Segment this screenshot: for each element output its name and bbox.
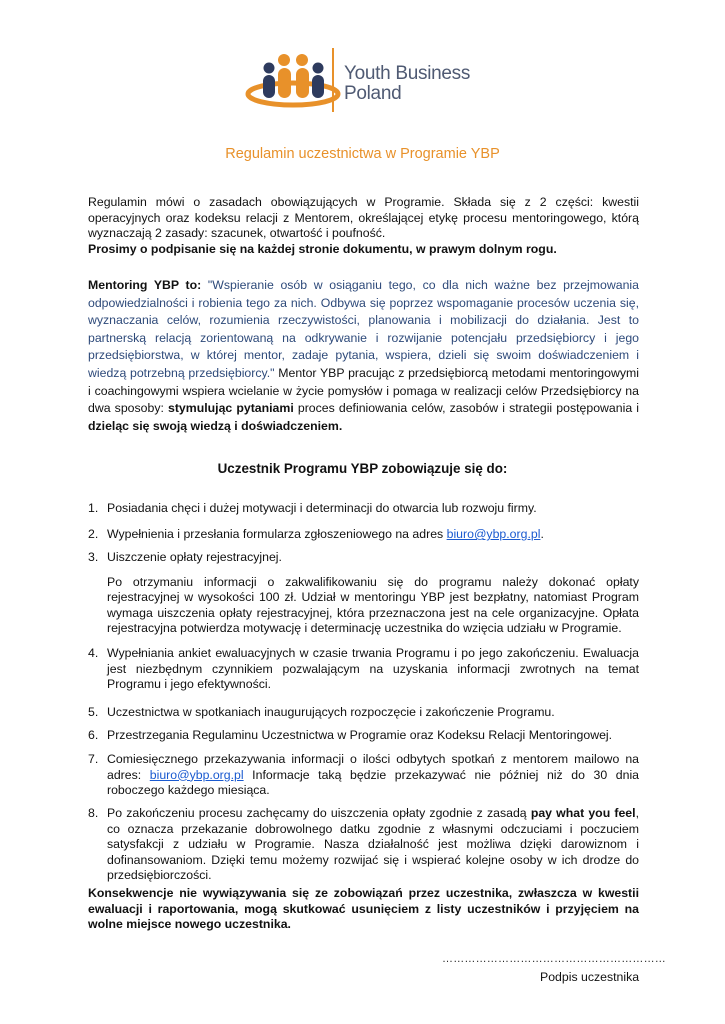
- list-item-number: 5.: [88, 705, 99, 719]
- email-link[interactable]: biuro@ybp.org.pl: [149, 767, 244, 782]
- mentoring-quote: "Wspieranie osób w osiąganiu tego, co dla nich ważne bez przejmowania odpowiedzialności i robienia tego za nich. Odbywa się poprzez wspomaganie procesów uczenia się, wyznaczania celów, rozumienia rzeczywistości, planowania i mobilizacji do działania. Jest to partnerską relacją zorientowaną na odkrywanie i rozwijanie potencjału przedsiębiorcy i jego przedsiębiorstwa, w której mentor, zadaje pytania, wspiera, dzieli się swoim doświadczeniem i wiedzą potrzebną przedsiębiorcy.": [88, 278, 639, 380]
- list-item-text-after: , co oznacza przekazanie dobrowolnego datku zgodnie z własnymi odczuciami i poczuciem satysfakcji z udziału w Programie. Nasza działalność jest możliwa dzięki darowiznom i dofinansowaniom. Dzięki temu możemy rozwijać się i wspierać kolejne osoby w ich drodze do przedsiębiorczości.: [107, 806, 639, 883]
- list-item: [88, 646, 639, 693]
- list-item-text: Wypełnienia i przesłania formularza zgłoszeniowego na adres: [107, 527, 447, 541]
- list-item-text: Uczestnictwa w spotkaniach inaugurujących rozpoczęcie i zakończenie Programu.: [107, 705, 555, 719]
- list-item: [88, 705, 639, 721]
- list-item-number: 3.: [88, 550, 99, 564]
- mentoring-bold-1: stymulując pytaniami: [168, 401, 294, 416]
- page-title: Regulamin uczestnictwa w Programie YBP: [225, 146, 500, 162]
- list-item: [88, 752, 639, 799]
- list-item-number: 1.: [88, 501, 99, 515]
- mentoring-label: Mentoring YBP to:: [88, 278, 202, 292]
- list-item-text-after: Informacje taką będzie przekazywać nie później niż do 30 dnia roboczego każdego miesiąca.: [107, 767, 640, 798]
- list-item-text: Comiesięcznego przekazywania informacji o ilości odbytych spotkań z mentorem mailowo na adres:: [107, 752, 639, 782]
- conclusion-paragraph: Konsekwencje nie wywiązywania się ze zobowiązań przez uczestnika, zwłaszcza w kwestii ewaluacji i raportowania, mogą skutkować usunięciem z listy uczestników i przyjęciem na wolne miejsce nowego uczestnika.: [88, 886, 639, 932]
- list-item: [88, 806, 639, 884]
- mentoring-paragraph: [88, 277, 639, 435]
- logo-line-2: Poland: [344, 83, 402, 104]
- list-item-extra: Po otrzymaniu informacji o zakwalifikowaniu się do programu należy dokonać opłaty rejestracyjnej w wysokości 100 zł. Udział w mentoringu YBP jest bezpłatny, natomiast Program wymaga uiszczenia opłaty rejestracyjnej, która przeznaczona jest na cele organizacyjne. Opłata rejestracyjna potwierdza motywację i determinację uczestnika do wzięcia udziału w Programie.: [107, 574, 639, 636]
- list-item-text: Po zakończeniu procesu zachęcamy do uiszczenia opłaty zgodnie z zasadą: [107, 806, 531, 820]
- list-item-text: Uiszczenie opłaty rejestracyjnej.: [107, 550, 282, 564]
- list-item-text: Wypełniania ankiet ewaluacyjnych w czasie trwania Programu i po jego zakończeniu. Ewaluacja jest niezbędnym czynnikiem pozwalającym na uzyskania informacji zwrotnych na temat Programu i jego efektywności.: [107, 646, 639, 692]
- list-item-number: 2.: [88, 527, 99, 541]
- list-item: [88, 527, 639, 543]
- list-item: [88, 550, 639, 637]
- mentoring-text: Mentor YBP pracując z przedsiębiorcą metodami mentoringowymi i coachingowymi wspiera wcielanie w życie pomysłów i pomaga w realizacji celów Przedsiębiorcy na dwa sposoby:: [88, 365, 639, 416]
- intro-paragraph: [88, 195, 639, 257]
- list-item-number: 6.: [88, 728, 99, 742]
- list-item-number: 7.: [88, 752, 99, 766]
- mentoring-bold-2: dzieląc się swoją wiedzą i doświadczeniem.: [88, 418, 343, 433]
- logo-text: [344, 64, 470, 104]
- list-item-text-after: .: [540, 527, 544, 541]
- list-item: [88, 728, 639, 744]
- intro-bold: Prosimy o podpisanie się na każdej stronie dokumentu, w prawym dolnym rogu.: [88, 241, 557, 256]
- logo-line-1: Youth Business: [344, 63, 471, 84]
- list-item-text: Przestrzegania Regulaminu Uczestnictwa w Programie oraz Kodeksu Relacji Mentoringowej.: [107, 728, 613, 742]
- list-item-number: 8.: [88, 806, 99, 820]
- intro-text: Regulamin mówi o zasadach obowiązujących w Programie. Składa się z 2 części: kwestii operacyjnych oraz kodeksu relacji z Mentorem, określającej etykę procesu mentoringowego, którą wyznaczają 2 zasady: szacunek, otwartość i poufność.: [88, 195, 639, 241]
- signature-line: ……………………………………………………: [442, 953, 666, 965]
- section-subtitle: Uczestnik Programu YBP zobowiązuje się do:: [217, 461, 508, 476]
- list-item-number: 4.: [88, 646, 99, 660]
- mentoring-text-2: proces definiowania celów, zasobów i strategii postępowania i: [293, 401, 639, 416]
- list-item-bold: pay what you feel: [530, 806, 636, 820]
- signature-label: Podpis uczestnika: [540, 970, 640, 984]
- email-link[interactable]: biuro@ybp.org.pl: [446, 527, 541, 541]
- list-item: [88, 501, 639, 517]
- list-item-text: Posiadania chęci i dużej motywacji i determinacji do otwarcia lub rozwoju firmy.: [107, 501, 537, 515]
